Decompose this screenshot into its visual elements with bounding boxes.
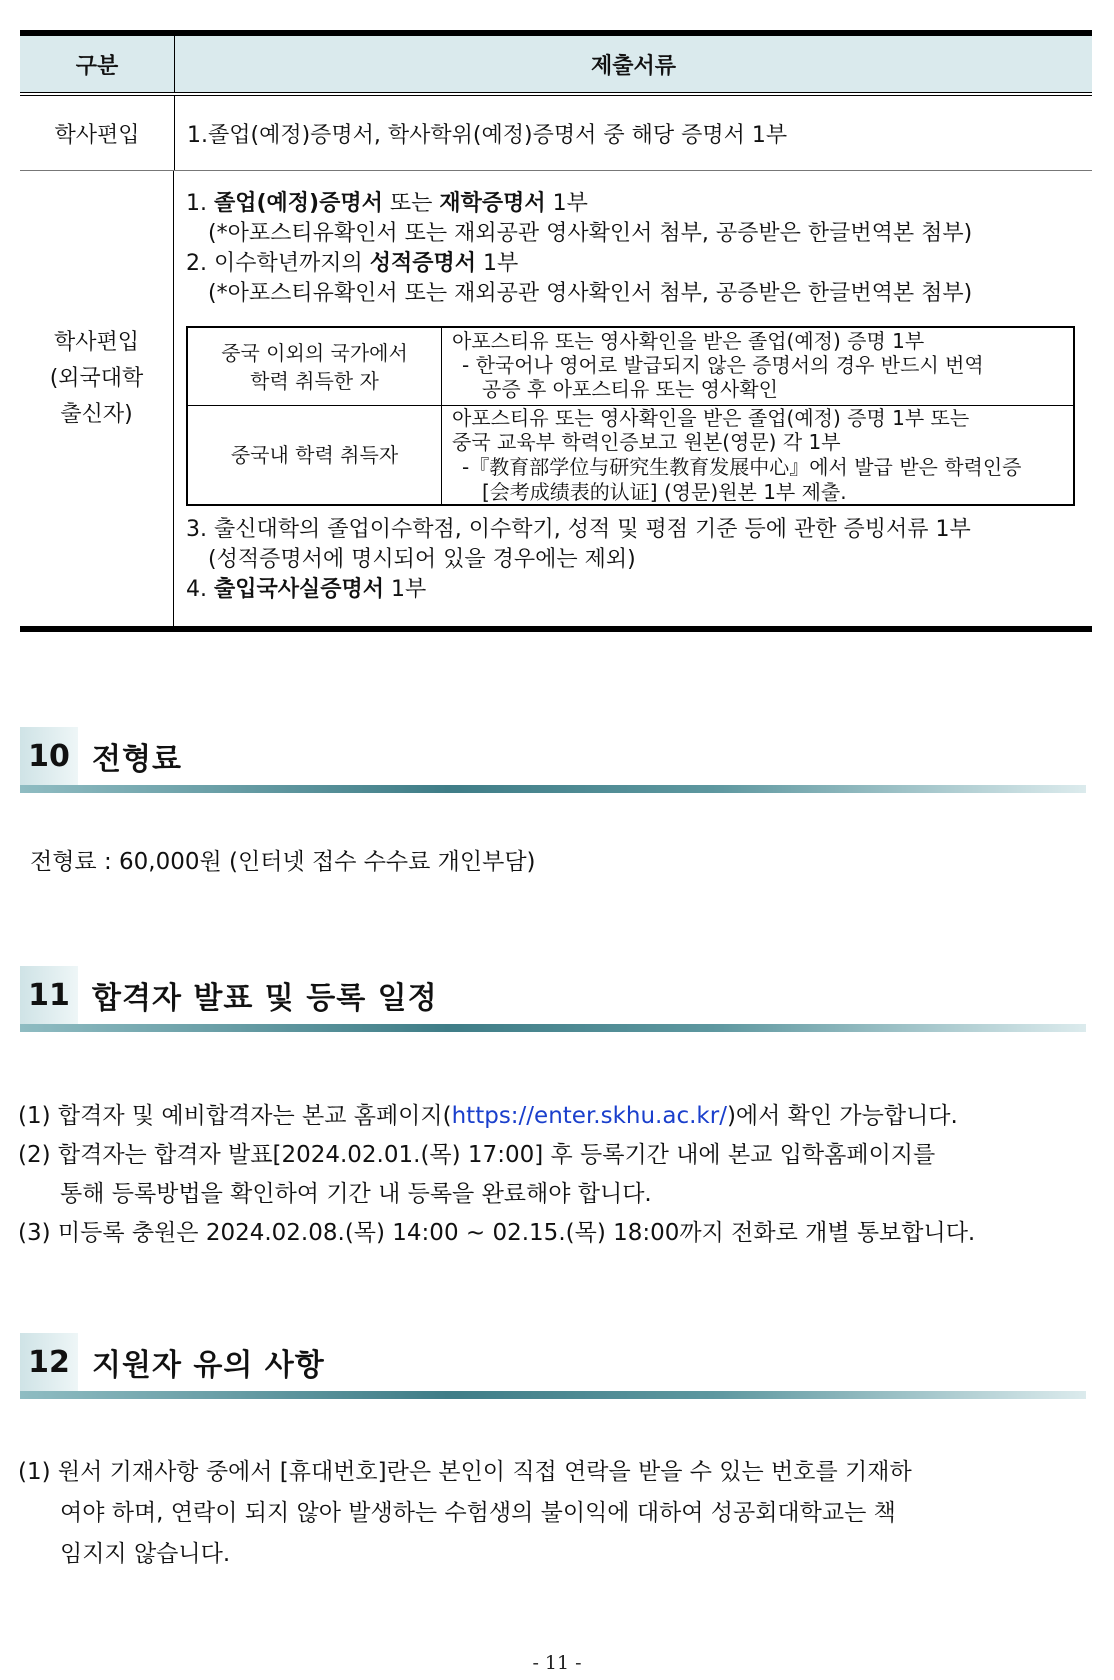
- announcement-item-1: (1) 합격자 및 예비합격자는 본교 홈페이지(https://enter.skhu.ac.kr/)에서 확인 가능합니다.: [18, 1103, 958, 1129]
- exam-fee-text: 전형료 : 60,000원 (인터넷 접수 수수료 개인부담): [30, 849, 536, 875]
- section-10-header: [20, 727, 1086, 793]
- row2-content: [174, 171, 1092, 626]
- doc-item-4: 4. 출입국사실증명서 1부: [186, 577, 427, 602]
- row2-category-line: 출신자): [60, 401, 133, 427]
- announcement-item-3: (3) 미등록 충원은 2024.02.08.(목) 14:00 ~ 02.15.(목) 18:00까지 전화로 개별 통보합니다.: [18, 1220, 976, 1246]
- header-documents: 제출서류: [590, 53, 676, 79]
- inner-text-line: 공증 후 아포스티유 또는 영사확인: [482, 377, 778, 401]
- doc-item-3: 3. 출신대학의 졸업이수학점, 이수학기, 성적 및 평점 기준 등에 관한 증빙서류 1부: [186, 517, 971, 542]
- row1-content: 1.졸업(예정)증명서, 학사학위(예정)증명서 중 해당 증명서 1부: [187, 122, 788, 148]
- inner-label-china: 중국내 학력 취득자: [188, 405, 442, 504]
- section-number: 11: [20, 966, 78, 1024]
- row2-category-line: (외국대학: [49, 365, 144, 391]
- inner-label-line: 중국 이외의 국가에서: [221, 340, 408, 365]
- inner-text-line: [会考成绩表的认证] (영문)원본 1부 제출.: [482, 480, 847, 504]
- inner-requirements-table: [186, 326, 1075, 506]
- announcement-item-2: (2) 합격자는 합격자 발표[2024.02.01.(목) 17:00] 후 등록기간 내에 본교 입학홈페이지를: [18, 1142, 936, 1168]
- inner-content-foreign: [442, 328, 1073, 405]
- section-title: 전형료: [92, 742, 182, 777]
- doc-item-1-note: (*아포스티유확인서 또는 재외공관 영사확인서 첨부, 공증받은 한글번역본 첨부): [208, 221, 973, 246]
- inner-text-line: -『教育部学位与研究生教育发展中心』에서 발급 받은 학력인증: [462, 455, 1022, 479]
- doc-item-1: 1. 졸업(예정)증명서 또는 재학증명서 1부: [186, 191, 588, 216]
- inner-row-china: [188, 405, 1073, 504]
- section-title: 합격자 발표 및 등록 일정: [92, 981, 438, 1016]
- row2-category-line: 학사편입: [53, 329, 139, 355]
- inner-text-line: - 한국어나 영어로 발급되지 않은 증명서의 경우 반드시 번역: [462, 353, 984, 377]
- inner-label-line: 학력 취득한 자: [250, 368, 379, 393]
- table-bottom-rule: [20, 626, 1092, 632]
- section-underline: [20, 1024, 1086, 1032]
- section-12-header: [20, 1333, 1086, 1399]
- notice-item-1: (1) 원서 기재사항 중에서 [휴대번호]란은 본인이 직접 연락을 받을 수 있는 번호를 기재하: [18, 1459, 912, 1485]
- table-row: [20, 96, 1092, 171]
- notice-item-1-cont: 여야 하며, 연락이 되지 않아 발생하는 수험생의 불이익에 대하여 성공회대학교는 책: [60, 1500, 896, 1526]
- section-number: 12: [20, 1333, 78, 1391]
- section-underline: [20, 785, 1086, 793]
- doc-item-2: 2. 이수학년까지의 성적증명서 1부: [186, 251, 519, 276]
- page-number: - 11 -: [532, 1652, 582, 1674]
- announcement-item-2-cont: 통해 등록방법을 확인하여 기간 내 등록을 완료해야 합니다.: [60, 1181, 652, 1207]
- table-row: [20, 171, 1092, 626]
- doc-item-2-note: (*아포스티유확인서 또는 재외공관 영사확인서 첨부, 공증받은 한글번역본 첨부): [208, 281, 973, 306]
- inner-text-line: 아포스티유 또는 영사확인을 받은 졸업(예정) 증명 1부 또는: [452, 406, 970, 430]
- section-number: 10: [20, 727, 78, 785]
- section-11-header: [20, 966, 1086, 1032]
- inner-text-line: 아포스티유 또는 영사확인을 받은 졸업(예정) 증명 1부: [452, 329, 925, 353]
- row2-category: [20, 171, 174, 626]
- notice-item-1-cont: 임지지 않습니다.: [60, 1541, 231, 1567]
- inner-row-foreign: [188, 328, 1073, 406]
- inner-label-foreign: [188, 328, 442, 405]
- section-title: 지원자 유의 사항: [92, 1348, 325, 1383]
- header-category: 구분: [20, 36, 175, 92]
- submission-documents-table: [20, 30, 1092, 632]
- table-header-row: [20, 36, 1092, 92]
- doc-item-3-note: (성적증명서에 명시되어 있을 경우에는 제외): [208, 547, 636, 572]
- row1-category: 학사편입: [20, 96, 175, 170]
- inner-text-line: 중국 교육부 학력인증보고 원본(영문) 각 1부: [452, 430, 841, 454]
- inner-content-china: [442, 405, 1073, 504]
- section-underline: [20, 1391, 1086, 1399]
- homepage-link[interactable]: https://enter.skhu.ac.kr/: [451, 1103, 727, 1129]
